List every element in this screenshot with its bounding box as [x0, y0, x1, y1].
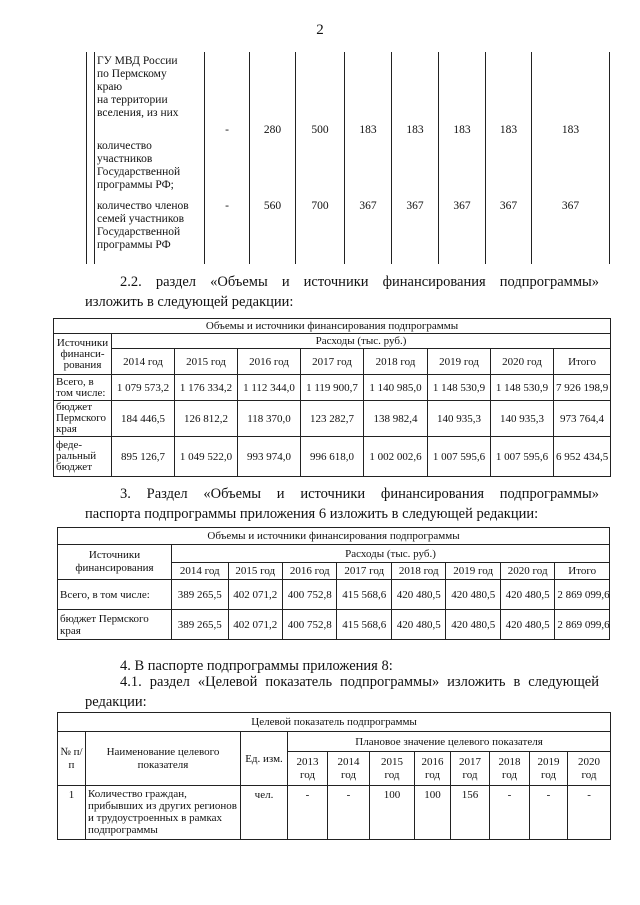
table-title: Объемы и источники финансирования подпрограммы	[54, 319, 611, 334]
table-cell: 1 007 595,6	[428, 437, 491, 477]
paragraph-3: 3. Раздел «Объемы и источники финансирования подпрограммы» паспорта подпрограммы приложения 6 изложить в следующей редакции:	[85, 486, 599, 522]
col-name-header: Наименование целевого показателя	[86, 732, 241, 786]
table-cell: -	[205, 200, 250, 264]
table-cell: 420 480,5	[391, 610, 445, 640]
plan-header: Плановое значение целевого показателя	[288, 732, 611, 752]
row-label: Всего, в том числе:	[58, 580, 172, 610]
table-cell: 996 618,0	[301, 437, 364, 477]
table-cell: 367	[392, 200, 439, 264]
funding-table-2	[57, 527, 610, 640]
year-header: 2014 год	[328, 752, 370, 786]
table-cell: 123 282,7	[301, 401, 364, 437]
year-header: 2018 год	[490, 752, 530, 786]
table-cell: 1 119 900,7	[301, 375, 364, 401]
table-cell: 415 568,6	[337, 580, 391, 610]
table-cell: 118 370,0	[238, 401, 301, 437]
year-header: 2017 год	[301, 349, 364, 375]
table-cell: 700	[296, 200, 345, 264]
page-number: 2	[316, 22, 324, 38]
year-header: 2015 год	[370, 752, 415, 786]
year-header: 2016 год	[415, 752, 451, 786]
table-cell: 140 935,3	[491, 401, 554, 437]
year-header: 2019 год	[530, 752, 568, 786]
year-header: 2019 год	[428, 349, 491, 375]
table-cell: 993 974,0	[238, 437, 301, 477]
table-cell: 140 935,3	[428, 401, 491, 437]
row-label: количество членов семей участников Государственной программы РФ	[95, 200, 205, 264]
paragraph-4: 4. В паспорте подпрограммы приложения 8:	[120, 658, 393, 674]
table-cell: 1 007 595,6	[491, 437, 554, 477]
year-header: 2018 год	[391, 563, 445, 580]
table-cell: -	[568, 786, 611, 840]
table-cell: 183	[392, 52, 439, 138]
table-cell: 6 952 434,5	[554, 437, 611, 477]
table-cell: -	[328, 786, 370, 840]
table-cell: 1 049 522,0	[175, 437, 238, 477]
year-header: 2020 год	[568, 752, 611, 786]
table-cell: 1 176 334,2	[175, 375, 238, 401]
year-header: 2016 год	[238, 349, 301, 375]
table-cell: 183	[345, 52, 392, 138]
col-number-header: № п/п	[58, 732, 86, 786]
table-cell: 500	[296, 52, 345, 138]
table-cell: 1 148 530,9	[491, 375, 554, 401]
table-cell: 389 265,5	[172, 610, 229, 640]
year-header: 2018 год	[364, 349, 428, 375]
year-header: 2015 год	[228, 563, 282, 580]
table-cell: 183	[439, 52, 486, 138]
table-cell: 280	[250, 52, 296, 138]
table-cell: 895 126,7	[112, 437, 175, 477]
paragraph-4-1: 4.1. раздел «Целевой показатель подпрограммы» изложить в следующей редакции:	[85, 674, 599, 710]
year-header: 2013 год	[288, 752, 328, 786]
expenses-header: Расходы (тыс. руб.)	[112, 334, 611, 349]
table-cell: 560	[250, 200, 296, 264]
table-cell: 420 480,5	[391, 580, 445, 610]
table-cell: 415 568,6	[337, 610, 391, 640]
table-cell: 184 446,5	[112, 401, 175, 437]
table-title: Целевой показатель подпрограммы	[58, 713, 611, 732]
year-header: 2020 год	[500, 563, 554, 580]
year-header: 2019 год	[446, 563, 500, 580]
row-label: бюджет Пермского края	[54, 401, 112, 437]
year-header: 2014 год	[172, 563, 229, 580]
table-cell: 1 079 573,2	[112, 375, 175, 401]
table-cell: 400 752,8	[283, 580, 337, 610]
year-header: 2017 год	[337, 563, 391, 580]
source-header: Источники финансирования	[58, 545, 172, 580]
org-label: ГУ МВД России по Пермскому краю на территории вселения, из них	[95, 52, 205, 138]
year-header: 2014 год	[112, 349, 175, 375]
table-cell: 402 071,2	[228, 610, 282, 640]
table-cell: 1	[58, 786, 86, 840]
expenses-header: Расходы (тыс. руб.)	[172, 545, 610, 563]
table-cell: 402 071,2	[228, 580, 282, 610]
source-header: Источники финанси- рования	[54, 334, 112, 375]
table-cell: 367	[486, 200, 532, 264]
row-label: бюджет Пермского края	[58, 610, 172, 640]
year-header: 2017 год	[451, 752, 490, 786]
table-cell: 1 140 985,0	[364, 375, 428, 401]
table-cell: 1 148 530,9	[428, 375, 491, 401]
indicator-name: Количество граждан, прибывших из других регионов и трудоустроенных в рамках подпрограммы	[86, 786, 241, 840]
table-cell: -	[288, 786, 328, 840]
table-cell: 973 764,4	[554, 401, 611, 437]
row-label: феде- ральный бюджет	[54, 437, 112, 477]
table-cell: -	[530, 786, 568, 840]
table-cell: -	[205, 52, 250, 138]
table-cell: 183	[486, 52, 532, 138]
table-cell: 1 002 002,6	[364, 437, 428, 477]
table-cell: 156	[451, 786, 490, 840]
paragraph-2-2: 2.2. раздел «Объемы и источники финансирования подпрограммы» изложить в следующей редакции:	[85, 274, 599, 310]
table-title: Объемы и источники финансирования подпрограммы	[58, 528, 610, 545]
year-header: Итого	[555, 563, 610, 580]
table-cell: 400 752,8	[283, 610, 337, 640]
table-cell: 420 480,5	[500, 580, 554, 610]
table-cell: 367	[345, 200, 392, 264]
year-header: Итого	[554, 349, 611, 375]
row-label: количество участников Государственной программы РФ;	[95, 138, 205, 200]
continuation-table	[86, 52, 610, 264]
table-cell: -	[490, 786, 530, 840]
table-cell: 2 869 099,6	[555, 580, 610, 610]
table-cell: 1 112 344,0	[238, 375, 301, 401]
table-cell: 367	[439, 200, 486, 264]
table-cell: 100	[370, 786, 415, 840]
table-cell: 138 982,4	[364, 401, 428, 437]
table-cell: чел.	[241, 786, 288, 840]
year-header: 2015 год	[175, 349, 238, 375]
target-indicator-table	[57, 712, 611, 840]
table-cell: 367	[532, 200, 610, 264]
table-cell: 7 926 198,9	[554, 375, 611, 401]
table-cell: 389 265,5	[172, 580, 229, 610]
year-header: 2016 год	[283, 563, 337, 580]
table-cell: 420 480,5	[446, 580, 500, 610]
table-cell: 126 812,2	[175, 401, 238, 437]
table-cell: 100	[415, 786, 451, 840]
funding-table-1	[53, 318, 611, 477]
year-header: 2020 год	[491, 349, 554, 375]
table-cell: 2 869 099,6	[555, 610, 610, 640]
col-unit-header: Ед. изм.	[241, 732, 288, 786]
table-cell: 420 480,5	[446, 610, 500, 640]
row-label: Всего, в том числе:	[54, 375, 112, 401]
table-cell: 183	[532, 52, 610, 138]
table-cell: 420 480,5	[500, 610, 554, 640]
